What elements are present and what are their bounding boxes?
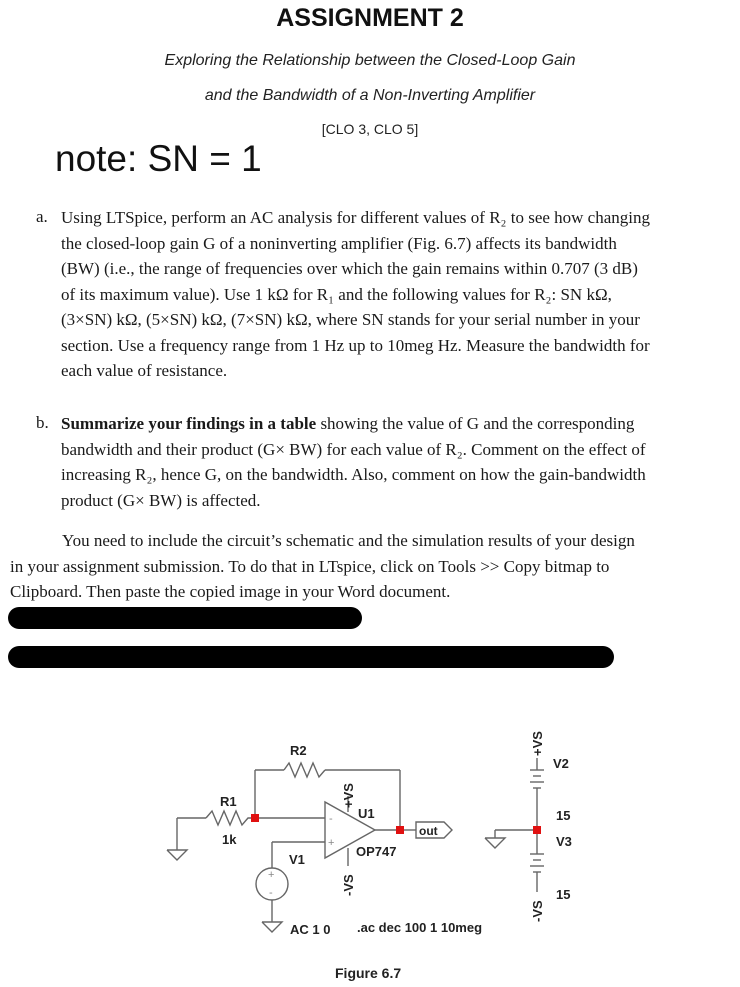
item-b-line: showing the value of G and the corresponding	[316, 414, 635, 433]
opamp-positive-supply-label: +VS	[341, 783, 356, 808]
r1-label: R1	[220, 794, 237, 809]
item-b-line: bandwidth and their product (G× BW) for each value of R₂. Comment on the effect of	[61, 439, 646, 459]
item-a-line: (3×SN) kΩ, (5×SN) kΩ, (7×SN) kΩ, where SN stands for your serial number in your	[61, 310, 640, 329]
junction-dot	[251, 814, 259, 822]
item-a-line: of its maximum value). Use 1 kΩ for R₁ and the following values for R₂: SN kΩ,	[61, 284, 612, 304]
opamp-negative-supply-label: -VS	[341, 874, 356, 896]
item-b-line: increasing R₂, hence G, on the bandwidth. Also, comment on how the gain-bandwidth	[61, 465, 646, 484]
item-a-line: (BW) (i.e., the range of frequencies over which the gain remains within 0.707 (3 dB)	[61, 259, 638, 278]
positive-rail-label: +VS	[530, 731, 545, 756]
v2-label: V2	[553, 756, 569, 771]
v2-value: 15	[556, 808, 571, 823]
v1-minus-sign: -	[269, 887, 273, 899]
subtitle-line-2: and the Bandwidth of a Non-Inverting Amplifier	[204, 87, 536, 104]
instructions-line: You need to include the circuit’s schematic and the simulation results of your design	[62, 531, 635, 550]
item-a-line: each value of resistance.	[61, 361, 228, 380]
v3-label: V3	[556, 834, 572, 849]
junction-dot	[396, 826, 404, 834]
opamp-plus-sign: +	[328, 837, 335, 849]
instructions-line: Clipboard. Then paste the copied image in your Word document.	[10, 582, 451, 601]
item-a-letter: a.	[36, 207, 48, 226]
r2-label: R2	[290, 743, 307, 758]
opamp-minus-sign: -	[329, 813, 333, 825]
figure-caption: Figure 6.7	[335, 965, 402, 981]
junction-dot	[533, 826, 541, 834]
negative-rail-label: -VS	[530, 900, 545, 922]
out-net-label: out	[419, 824, 438, 838]
ac-directive: .ac dec 100 1 10meg	[357, 920, 483, 935]
clo-tag: [CLO 3, CLO 5]	[321, 121, 419, 137]
v1-plus-sign: +	[268, 869, 275, 881]
item-a-line: Using LTSpice, perform an AC analysis for different values of R₂ to see how changing	[61, 208, 650, 227]
item-b-line: product (G× BW) is affected.	[61, 490, 261, 510]
item-a-line: the closed-loop gain G of a noninverting amplifier (Fig. 6.7) affects its bandwidth	[61, 233, 617, 253]
assignment-title: ASSIGNMENT 2	[276, 4, 464, 32]
instructions-line: in your assignment submission. To do that in LTspice, click on Tools >> Copy bitmap to	[10, 556, 610, 576]
u1-label: U1	[358, 806, 375, 821]
item-b-bold-lead: Summarize your findings in a table	[61, 414, 317, 433]
opamp-model: OP747	[356, 844, 397, 859]
v1-label: V1	[289, 852, 305, 867]
r1-value: 1k	[222, 832, 237, 847]
subtitle-line-1: Exploring the Relationship between the Closed-Loop Gain	[164, 52, 576, 69]
serial-number-note: note: SN = 1	[55, 138, 262, 179]
item-a-line: section. Use a frequency range from 1 Hz up to 10meg Hz. Measure the bandwidth for	[61, 335, 650, 355]
source-value: AC 1 0	[290, 922, 331, 937]
item-b-letter: b.	[36, 413, 49, 432]
v3-value: 15	[556, 887, 571, 902]
